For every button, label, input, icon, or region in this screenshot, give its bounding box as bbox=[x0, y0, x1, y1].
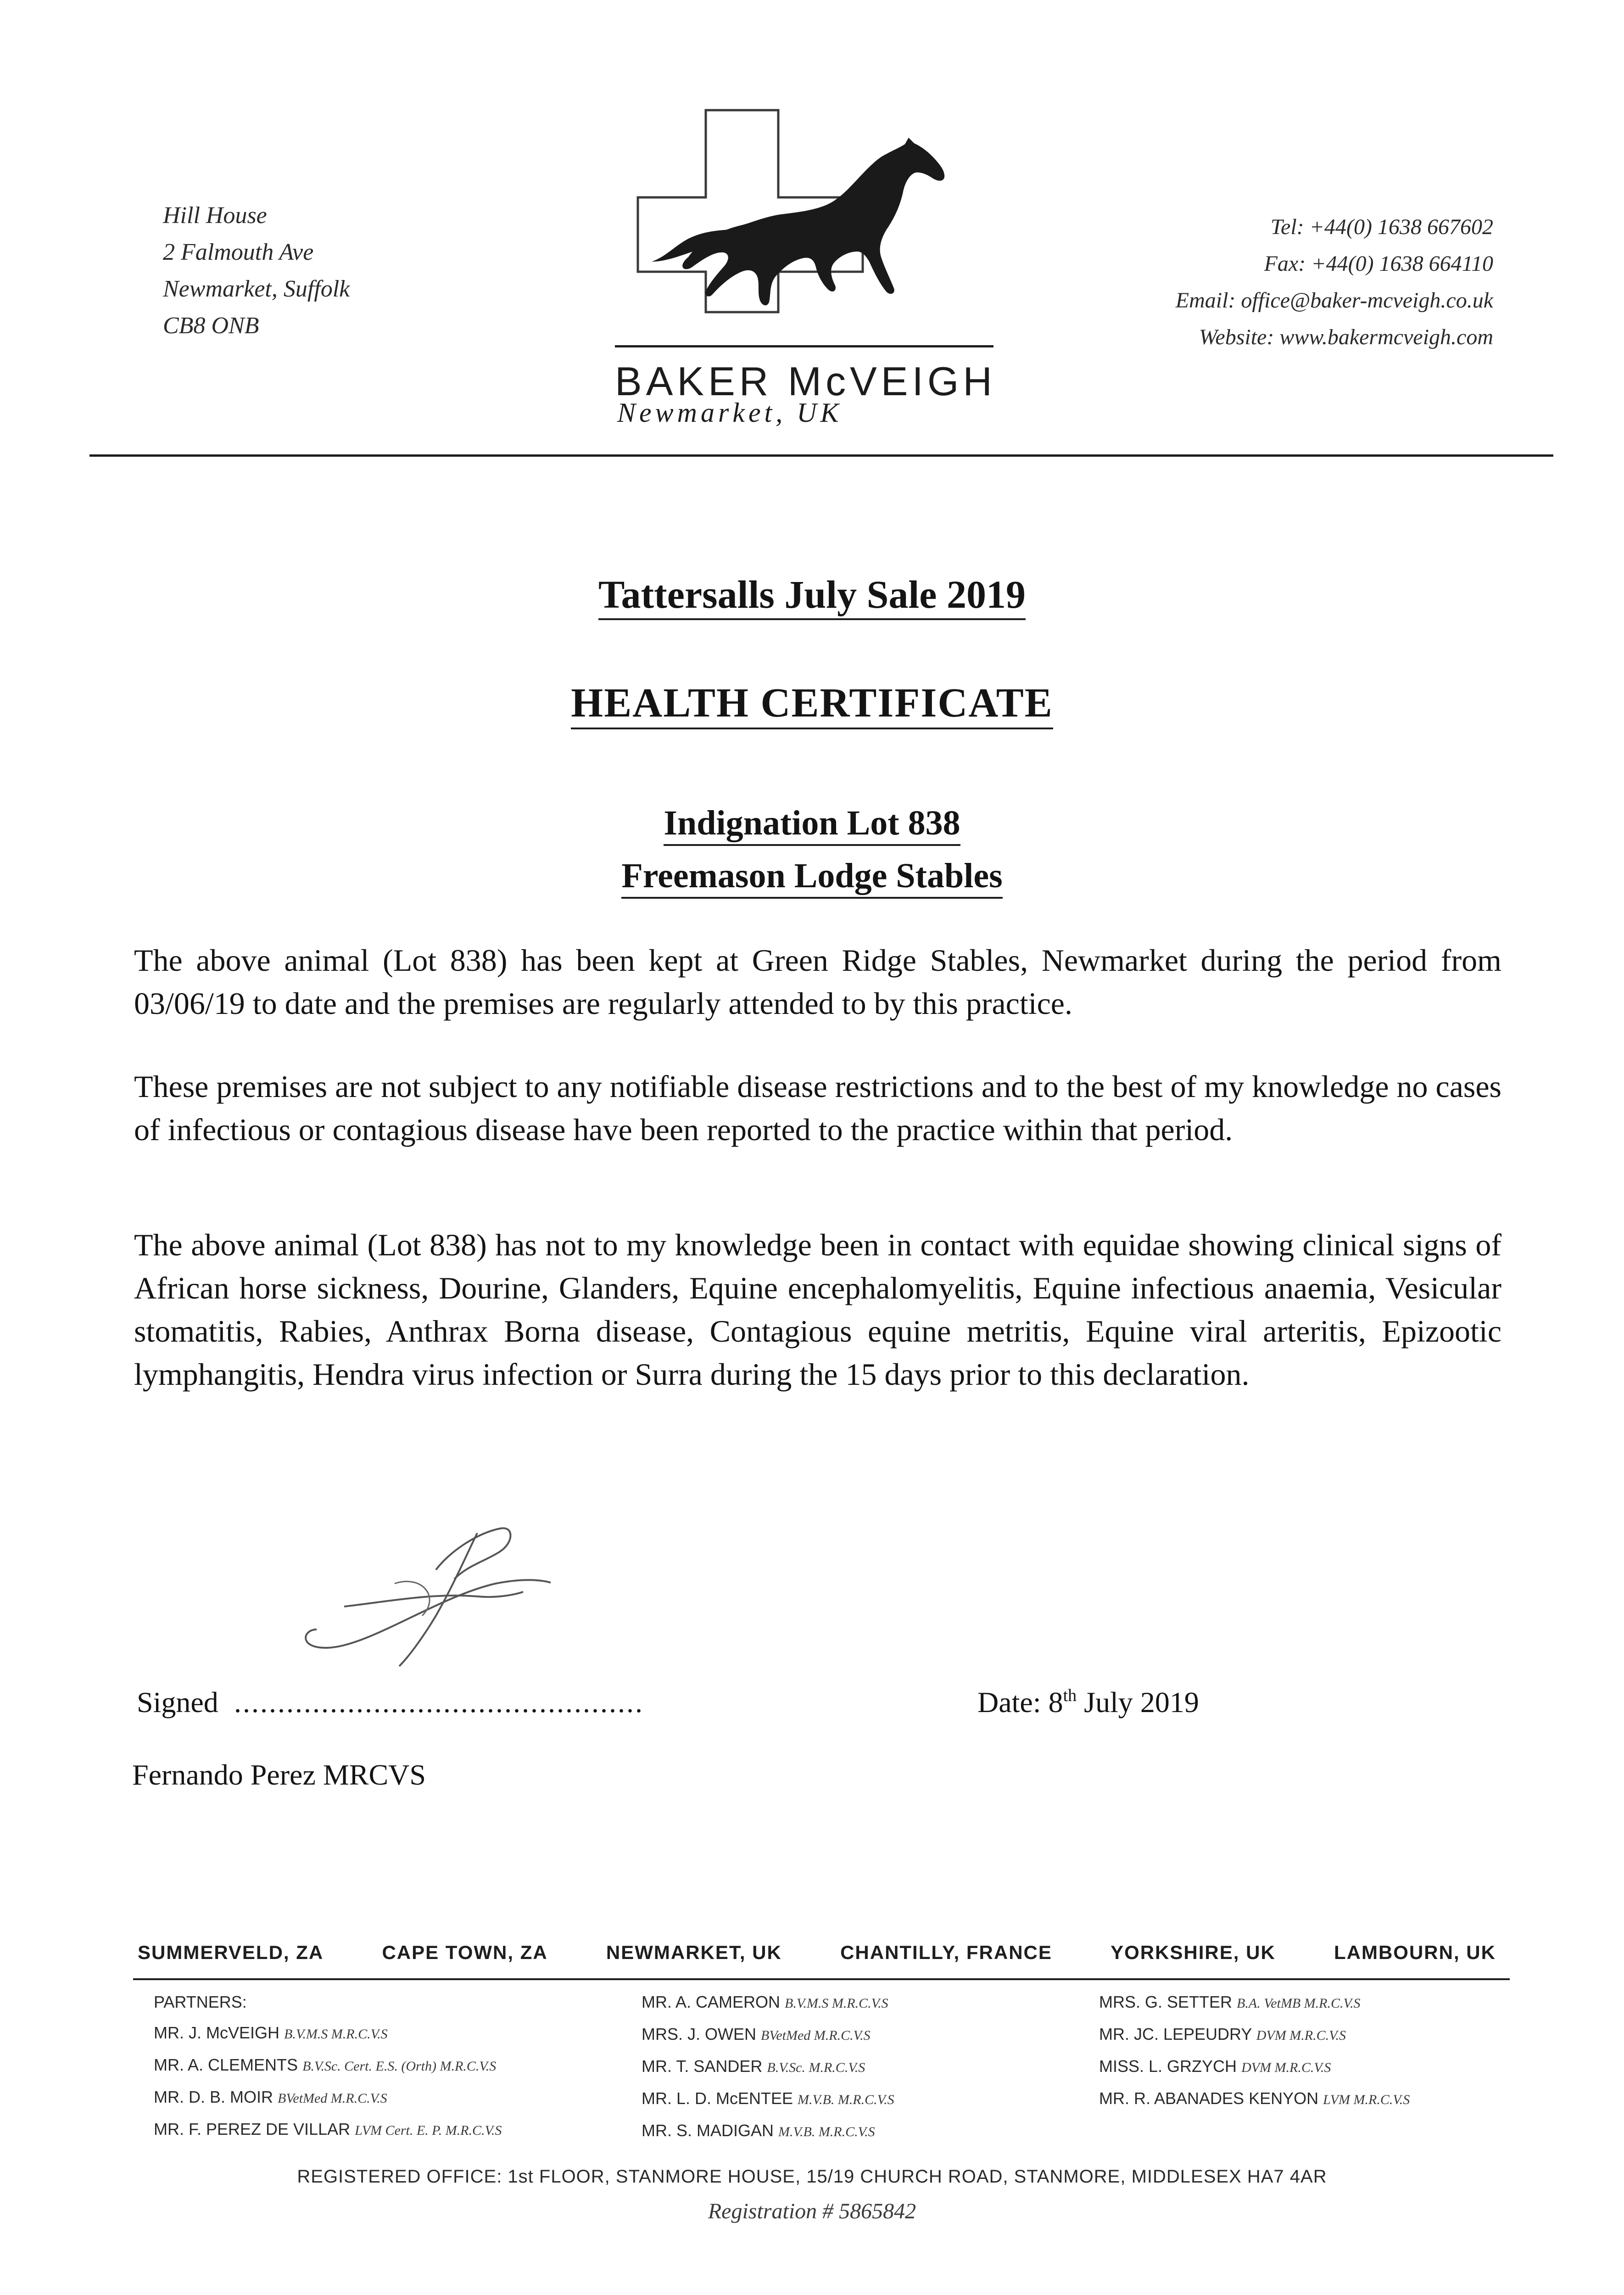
partner-name: MR. A. CAMERON bbox=[642, 1993, 781, 2011]
partners-column-1 bbox=[154, 1987, 502, 2146]
partner-entry bbox=[642, 2115, 894, 2147]
partner-qualification: B.V.M.S M.R.C.V.S bbox=[284, 2026, 388, 2042]
partner-entry bbox=[1099, 2019, 1410, 2051]
logo-divider bbox=[615, 345, 993, 347]
partner-qualification: B.V.Sc. Cert. E.S. (Orth) M.R.C.V.S bbox=[302, 2059, 497, 2074]
website-link[interactable]: Website: www.bakermcveigh.com bbox=[1199, 325, 1493, 349]
partner-name: MR. T. SANDER bbox=[642, 2057, 763, 2076]
partner-entry bbox=[1099, 2051, 1410, 2083]
partners-column-2 bbox=[642, 1987, 894, 2147]
partners-label: PARTNERS: bbox=[154, 1993, 247, 2011]
partner-name: MR. J. McVEIGH bbox=[154, 2023, 280, 2042]
partner-name: MR. A. CLEMENTS bbox=[154, 2055, 298, 2074]
partner-qualification: BVetMed M.R.C.V.S bbox=[278, 2091, 387, 2106]
partners-column-3 bbox=[1099, 1987, 1410, 2115]
partner-name: MRS. J. OWEN bbox=[642, 2025, 756, 2043]
partner-name: MRS. G. SETTER bbox=[1099, 1993, 1233, 2011]
partner-entry bbox=[154, 2082, 502, 2114]
partner-entry bbox=[642, 1987, 894, 2019]
contact-details bbox=[1176, 209, 1493, 356]
footer-divider bbox=[133, 1978, 1510, 1980]
certificate-title-text: HEALTH CERTIFICATE bbox=[571, 680, 1053, 729]
certificate-date bbox=[977, 1685, 1199, 1719]
location-item: NEWMARKET, UK bbox=[606, 1942, 782, 1963]
location-item: SUMMERVELD, ZA bbox=[138, 1942, 324, 1963]
partner-entry bbox=[154, 2049, 502, 2082]
partner-name: MR. S. MADIGAN bbox=[642, 2121, 774, 2140]
paragraph-premises: The above animal (Lot 838) has been kept at Green Ridge Stables, Newmarket during the period from 03/06/19 to date and the premises are regularly attended to by this practice. bbox=[134, 943, 1501, 1021]
partner-qualification: DVM M.R.C.V.S bbox=[1241, 2060, 1331, 2075]
partner-entry bbox=[642, 2083, 894, 2115]
location-item: CHANTILLY, FRANCE bbox=[840, 1942, 1052, 1963]
location-item: YORKSHIRE, UK bbox=[1111, 1942, 1276, 1963]
partner-name: MR. F. PEREZ DE VILLAR bbox=[154, 2120, 351, 2138]
stables-heading bbox=[0, 856, 1624, 896]
email-address[interactable]: Email: office@baker-mcveigh.co.uk bbox=[1175, 288, 1493, 313]
lot-heading-text: Indignation Lot 838 bbox=[664, 804, 960, 846]
partner-name: MR. D. B. MOIR bbox=[154, 2088, 273, 2106]
registration-number: Registration # 5865842 bbox=[708, 2199, 916, 2223]
partner-entry bbox=[154, 2114, 502, 2146]
partner-qualification: BVetMed M.R.C.V.S bbox=[761, 2028, 871, 2043]
sale-title-text: Tattersalls July Sale 2019 bbox=[598, 572, 1026, 620]
partner-qualification: DVM M.R.C.V.S bbox=[1256, 2028, 1346, 2043]
location-item: LAMBOURN, UK bbox=[1334, 1942, 1496, 1963]
handwritten-signature bbox=[285, 1515, 578, 1671]
partner-qualification: M.V.B. M.R.C.V.S bbox=[798, 2092, 894, 2107]
date-suffix: July 2019 bbox=[1077, 1686, 1199, 1718]
partner-qualification: B.V.M.S M.R.C.V.S bbox=[785, 1996, 888, 2011]
partner-entry bbox=[1099, 2083, 1410, 2115]
certificate-title bbox=[0, 679, 1624, 727]
partner-qualification: B.V.Sc. M.R.C.V.S bbox=[767, 2060, 865, 2075]
location-item: CAPE TOWN, ZA bbox=[382, 1942, 548, 1963]
horse-cross-logo-icon bbox=[633, 106, 1000, 344]
date-prefix: Date: 8 bbox=[977, 1686, 1063, 1718]
signed-label: Signed bbox=[137, 1686, 218, 1718]
brand-location: Newmarket, UK bbox=[617, 397, 843, 428]
partner-entry bbox=[642, 2019, 894, 2051]
partner-qualification: LVM Cert. E. P. M.R.C.V.S bbox=[355, 2123, 502, 2138]
brand-name: BAKER McVEIGH bbox=[615, 358, 996, 404]
phone-number: Tel: +44(0) 1638 667602 bbox=[1270, 215, 1493, 239]
address-line: Hill House bbox=[163, 202, 267, 229]
partner-name: MR. R. ABANADES KENYON bbox=[1099, 2089, 1319, 2108]
partner-entry bbox=[642, 2051, 894, 2083]
partner-qualification: M.V.B. M.R.C.V.S bbox=[778, 2124, 875, 2139]
paragraph-disease-contact: The above animal (Lot 838) has not to my knowledge been in contact with equidae showing clinical signs of African horse sickness, Dourine, Glanders, Equine encephalomyelitis, Equine infectious anaemia, Vesicular stomatitis, Rabies, Anthrax Borna disease, Contagious equine metritis, Equine viral arteritis, Epizootic lymphangitis, Hendra virus infection or Surra during the 15 days prior to this declaration. bbox=[134, 1227, 1501, 1392]
address-line: Newmarket, Suffolk bbox=[163, 276, 350, 302]
signature-line: ............................................... bbox=[234, 1686, 644, 1718]
partner-qualification: B.A. VetMB M.R.C.V.S bbox=[1237, 1996, 1361, 2011]
fax-number: Fax: +44(0) 1638 664110 bbox=[1264, 252, 1493, 276]
date-ordinal: th bbox=[1063, 1686, 1077, 1705]
stables-heading-text: Freemason Lodge Stables bbox=[621, 856, 1002, 899]
lot-heading bbox=[0, 803, 1624, 843]
sale-title bbox=[0, 571, 1624, 617]
address-line: 2 Falmouth Ave bbox=[163, 239, 314, 265]
partner-entry bbox=[154, 2017, 502, 2049]
partner-entry bbox=[1099, 1987, 1410, 2019]
registered-office: REGISTERED OFFICE: 1st FLOOR, STANMORE HOUSE, 15/19 CHURCH ROAD, STANMORE, MIDDLESEX HA7 4AR bbox=[297, 2166, 1327, 2187]
practice-address bbox=[163, 197, 350, 344]
partner-qualification: LVM M.R.C.V.S bbox=[1323, 2092, 1410, 2107]
partner-name: MR. JC. LEPEUDRY bbox=[1099, 2025, 1252, 2043]
partner-name: MISS. L. GRZYCH bbox=[1099, 2057, 1237, 2076]
office-locations bbox=[138, 1942, 1496, 1964]
address-line: CB8 ONB bbox=[163, 313, 259, 339]
signer-name: Fernando Perez MRCVS bbox=[132, 1758, 426, 1791]
header-divider bbox=[89, 454, 1553, 457]
paragraph-restrictions: These premises are not subject to any notifiable disease restrictions and to the best of my knowledge no cases of infectious or contagious disease have been reported to the practice within that period. bbox=[134, 1069, 1501, 1147]
partner-name: MR. L. D. McENTEE bbox=[642, 2089, 793, 2108]
